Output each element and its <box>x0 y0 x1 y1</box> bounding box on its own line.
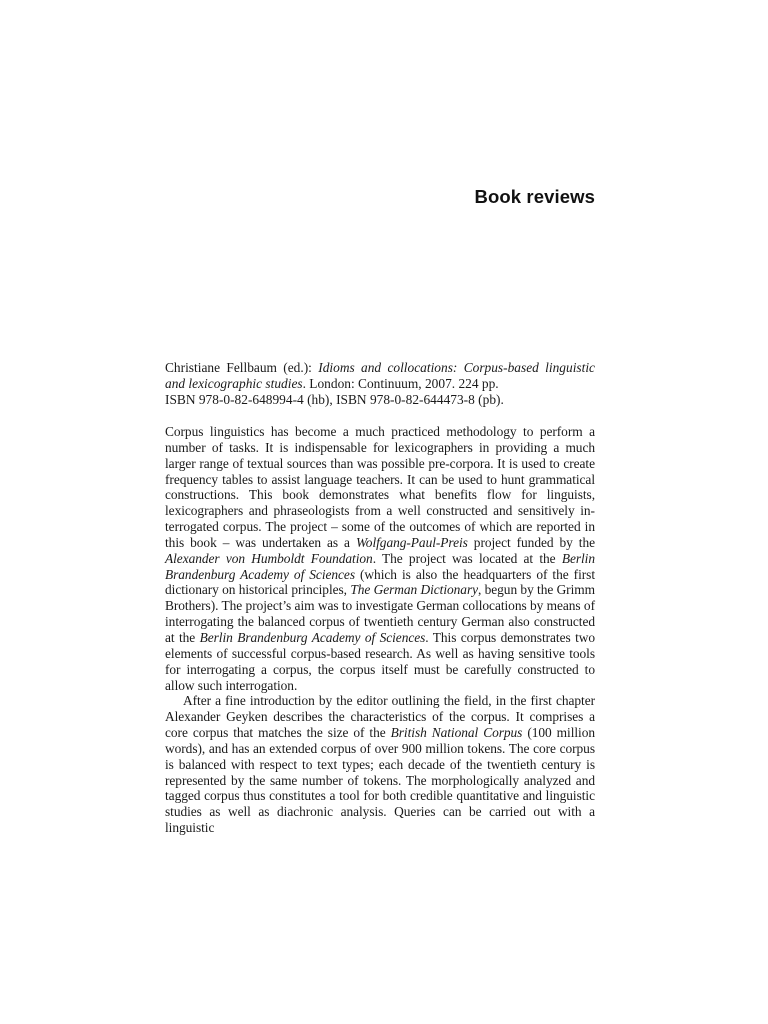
italic-run: The German Dictionary <box>350 582 478 598</box>
italic-run: Wolfgang-Paul-Preis <box>355 534 468 550</box>
text-run: , begun by the Grimm Brothers). The project’s aim was to investigate German collocations by means of interrogating the balanced corpus of twentieth century German also constructed at the <box>165 582 595 645</box>
reference-author: Christiane Fellbaum (ed.): <box>165 360 319 375</box>
text-run: . The project was located at the <box>372 550 562 566</box>
italic-run: Berlin Brandenburg Academy of Sciences <box>199 629 426 645</box>
text-run: (100 million words), and has an extended corpus of over 900 million tokens. The core corpus is balanced with respect to text types; each decade of the twentieth century is represented by the same number of tokens. The morphologically analyzed and tagged corpus thus constitutes a tool for both credible quantitative and linguistic studies as well as diachronic analysis. Queries can be carried out with a linguistic <box>165 725 595 836</box>
reference-book-title: Idioms and collocations: Corpus-based linguistic and lexicographic studies <box>165 360 596 392</box>
paragraph-2 <box>165 693 595 836</box>
italic-run: Berlin Brandenburg Academy of Sciences <box>165 550 595 582</box>
text-run: After a fine introduction by the editor outlining the field, in the first chapter Alexander Geyken describes the characteristics of the corpus. It comprises a core corpus that matches the size of the <box>165 693 595 741</box>
paragraph-1 <box>165 424 595 693</box>
text-run: . This corpus demonstrates two elements of successful corpus-based research. As well as having sensitive tools for interrogating a corpus, the corpus itself must be carefully constructed to allow such interrogation. <box>165 629 596 693</box>
text-run: project funded by the <box>467 534 595 550</box>
italic-run: Alexander von Humboldt Foundation <box>165 550 373 566</box>
book-reference <box>165 360 595 408</box>
italic-run: British National Corpus <box>390 725 523 741</box>
reference-isbn: ISBN 978-0-82-648994-4 (hb), ISBN 978-0-82-644473-8 (pb). <box>165 392 504 408</box>
text-run: Corpus linguistics has become a much practiced methodology to perform a number of tasks. It is indispensable for lexicographers in providing a much larger range of textual sources than was possible pre-corpora. It is used to create frequency tables to assist language teachers. It can be used to hunt grammatical constructions. This book demonstrates what benefits flow for linguists, lexicographers and phraseologists from a well constructed and sensitively interrogated corpus. The project – some of the outcomes of which are reported in this book – was undertaken as a <box>165 424 595 550</box>
review-body <box>165 424 595 836</box>
section-title: Book reviews <box>474 186 595 207</box>
reference-publisher: . London: Continuum, 2007. 224 pp. <box>302 376 499 392</box>
text-run: (which is also the headquarters of the first dictionary on historical principles, <box>165 566 595 598</box>
